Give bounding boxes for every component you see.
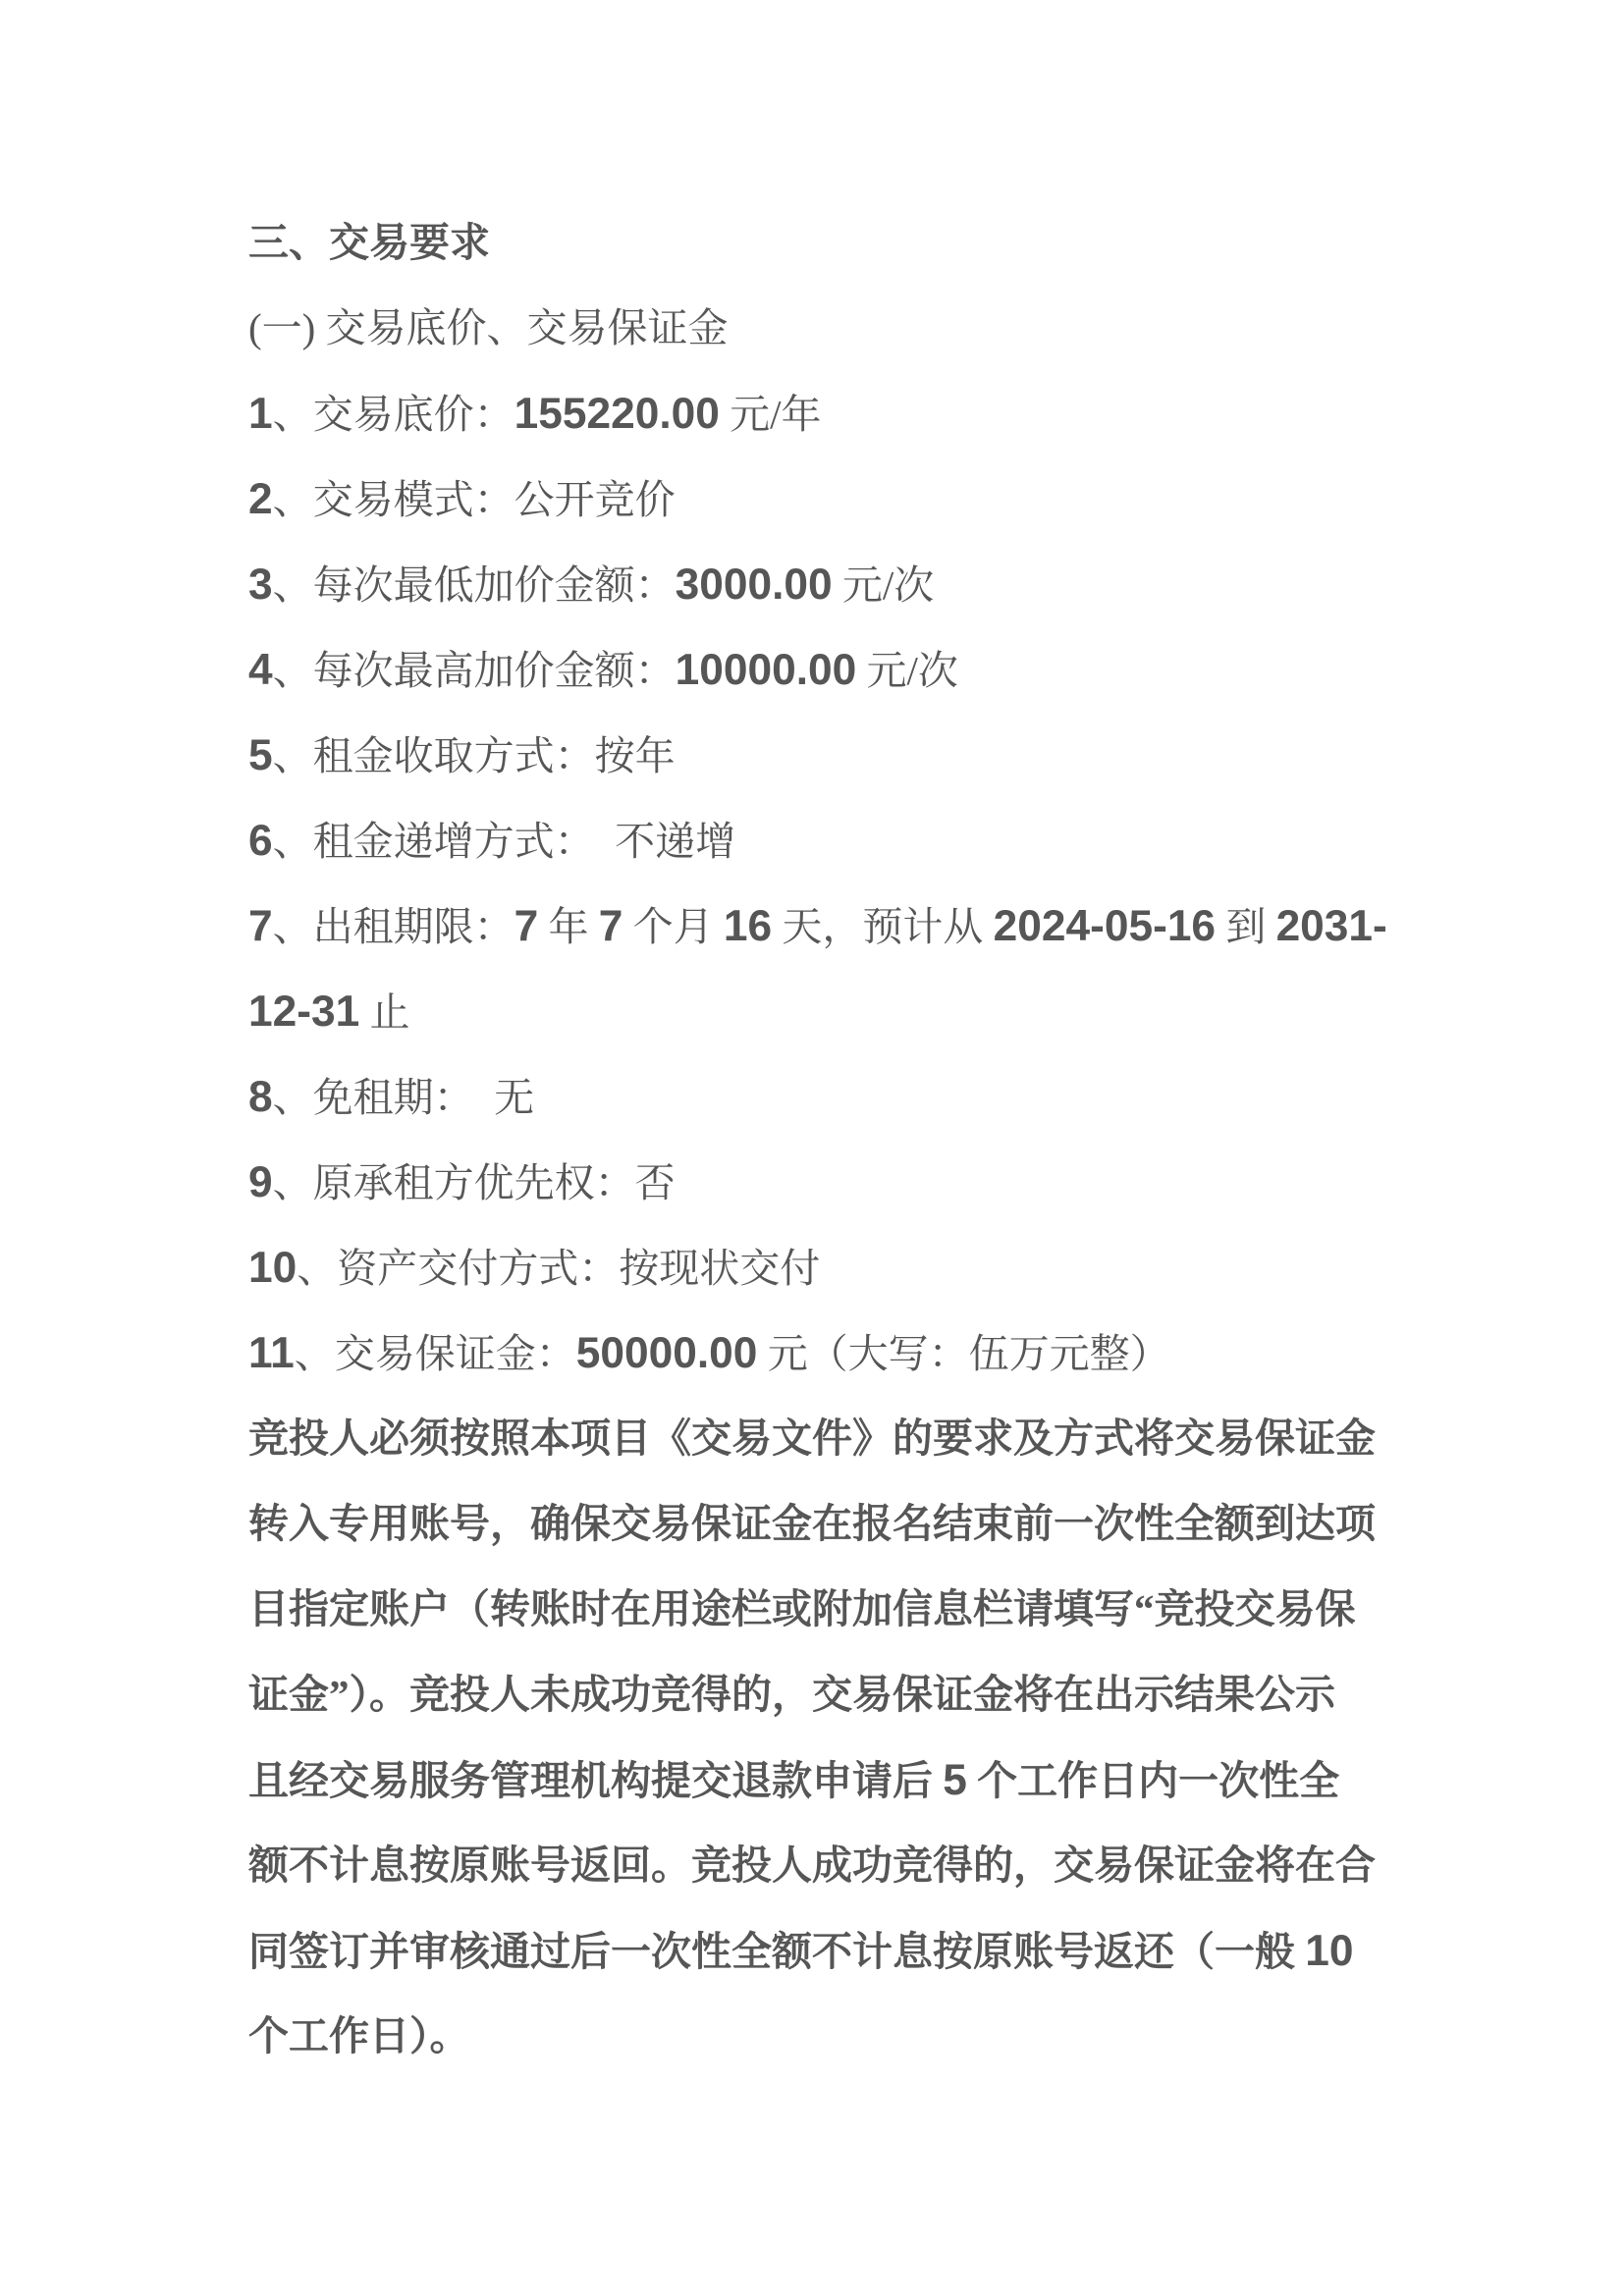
text-line [248, 1481, 1392, 1567]
text-segment: 3 [248, 561, 273, 609]
text-segment: 元/次 [832, 562, 935, 608]
text-segment: 三、交易要求 [248, 220, 490, 265]
text-segment: 、每次最低加价金额： [272, 562, 676, 608]
text-line [248, 1140, 1392, 1225]
text-segment: 同签订并审核通过后一次性全额不计息按原账号返还（一般 [248, 1929, 1306, 1974]
text-segment: (一) 交易底价、交易保证金 [248, 305, 729, 350]
text-line [248, 627, 1392, 713]
text-segment: 10000.00 [675, 646, 857, 694]
text-segment: 、资产交付方式：按现状交付 [297, 1246, 821, 1291]
text-segment: 12-31 [248, 988, 360, 1036]
text-segment: 5 [943, 1756, 967, 1804]
text-segment: 7 [598, 902, 623, 950]
text-line [248, 1652, 1392, 1737]
text-segment: 、租金递增方式： 不递增 [272, 819, 736, 864]
text-segment: 、交易模式：公开竞价 [272, 477, 676, 522]
text-segment: 额不计息按原账号返回。竞投人成功竞得的，交易保证金将在合 [248, 1842, 1376, 1888]
text-line [248, 1737, 1392, 1823]
text-line [248, 1823, 1392, 1908]
text-line [248, 1225, 1392, 1310]
text-segment: 到 [1216, 904, 1276, 949]
text-segment: 1 [248, 390, 273, 438]
section-heading [248, 200, 1392, 286]
text-segment: 8 [248, 1073, 273, 1121]
text-segment: 、出租期限： [272, 904, 514, 949]
text-segment: 目指定账户（转账时在用途栏或附加信息栏请填写“竞投交易保 [248, 1586, 1356, 1631]
text-line [248, 713, 1392, 798]
text-line [248, 371, 1392, 456]
text-line [248, 542, 1392, 627]
text-segment: 50000.00 [575, 1329, 758, 1377]
text-segment: 10 [248, 1244, 298, 1292]
text-segment: 个工作日）。 [248, 2013, 470, 2058]
text-segment: 、免租期： 无 [272, 1075, 535, 1120]
text-line [248, 1054, 1392, 1140]
text-segment: 16 [723, 902, 773, 950]
text-segment: 止 [359, 989, 410, 1035]
text-segment [1354, 1929, 1364, 1974]
text-segment: 个月 [623, 904, 724, 949]
text-segment: 竞投人必须按照本项目《交易文件》的要求及方式将交易保证金 [248, 1415, 1376, 1461]
text-line [248, 883, 1392, 969]
text-segment: 天，预计从 [772, 904, 994, 949]
text-segment: 7 [248, 902, 273, 950]
text-line [248, 798, 1392, 883]
text-segment: 、交易底价： [272, 392, 514, 437]
text-segment: 、租金收取方式：按年 [272, 733, 676, 778]
text-segment: 元（大写：伍万元整） [757, 1331, 1170, 1376]
text-line [248, 456, 1392, 542]
text-segment: 转入专用账号，确保交易保证金在报名结束前一次性全额到达项 [248, 1501, 1376, 1546]
text-segment: 11 [248, 1329, 295, 1377]
text-segment: 4 [248, 646, 273, 694]
text-segment: 2 [248, 475, 273, 523]
text-segment: 年 [538, 904, 599, 949]
text-segment: 10 [1305, 1927, 1354, 1975]
document-page [248, 200, 1392, 2079]
text-segment: 且经交易服务管理机构提交退款申请后 [248, 1758, 944, 1803]
text-segment: 证金”）。竞投人未成功竞得的，交易保证金将在出示结果公示 [248, 1672, 1335, 1717]
text-segment: 个工作日内一次性全 [966, 1758, 1340, 1803]
text-line [248, 1994, 1392, 2079]
text-line [248, 1396, 1392, 1481]
text-segment: 2024-05-16 [993, 902, 1217, 950]
text-segment: 、每次最高加价金额： [272, 648, 676, 693]
text-segment: 元/年 [719, 392, 822, 437]
text-segment: 5 [248, 731, 273, 779]
text-line [248, 1310, 1392, 1396]
text-segment: 6 [248, 817, 273, 865]
text-line [248, 1908, 1392, 1994]
text-segment: 、交易保证金： [294, 1331, 576, 1376]
text-segment: 155220.00 [514, 390, 720, 438]
text-segment: 元/次 [856, 648, 958, 693]
text-segment: 3000.00 [675, 561, 833, 609]
text-line [248, 969, 1392, 1054]
text-line [248, 286, 1392, 371]
text-segment: 7 [514, 902, 539, 950]
text-segment: 、原承租方优先权：否 [272, 1160, 676, 1205]
text-line [248, 1567, 1392, 1652]
text-segment: 9 [248, 1158, 273, 1206]
text-segment: 2031- [1275, 902, 1387, 950]
